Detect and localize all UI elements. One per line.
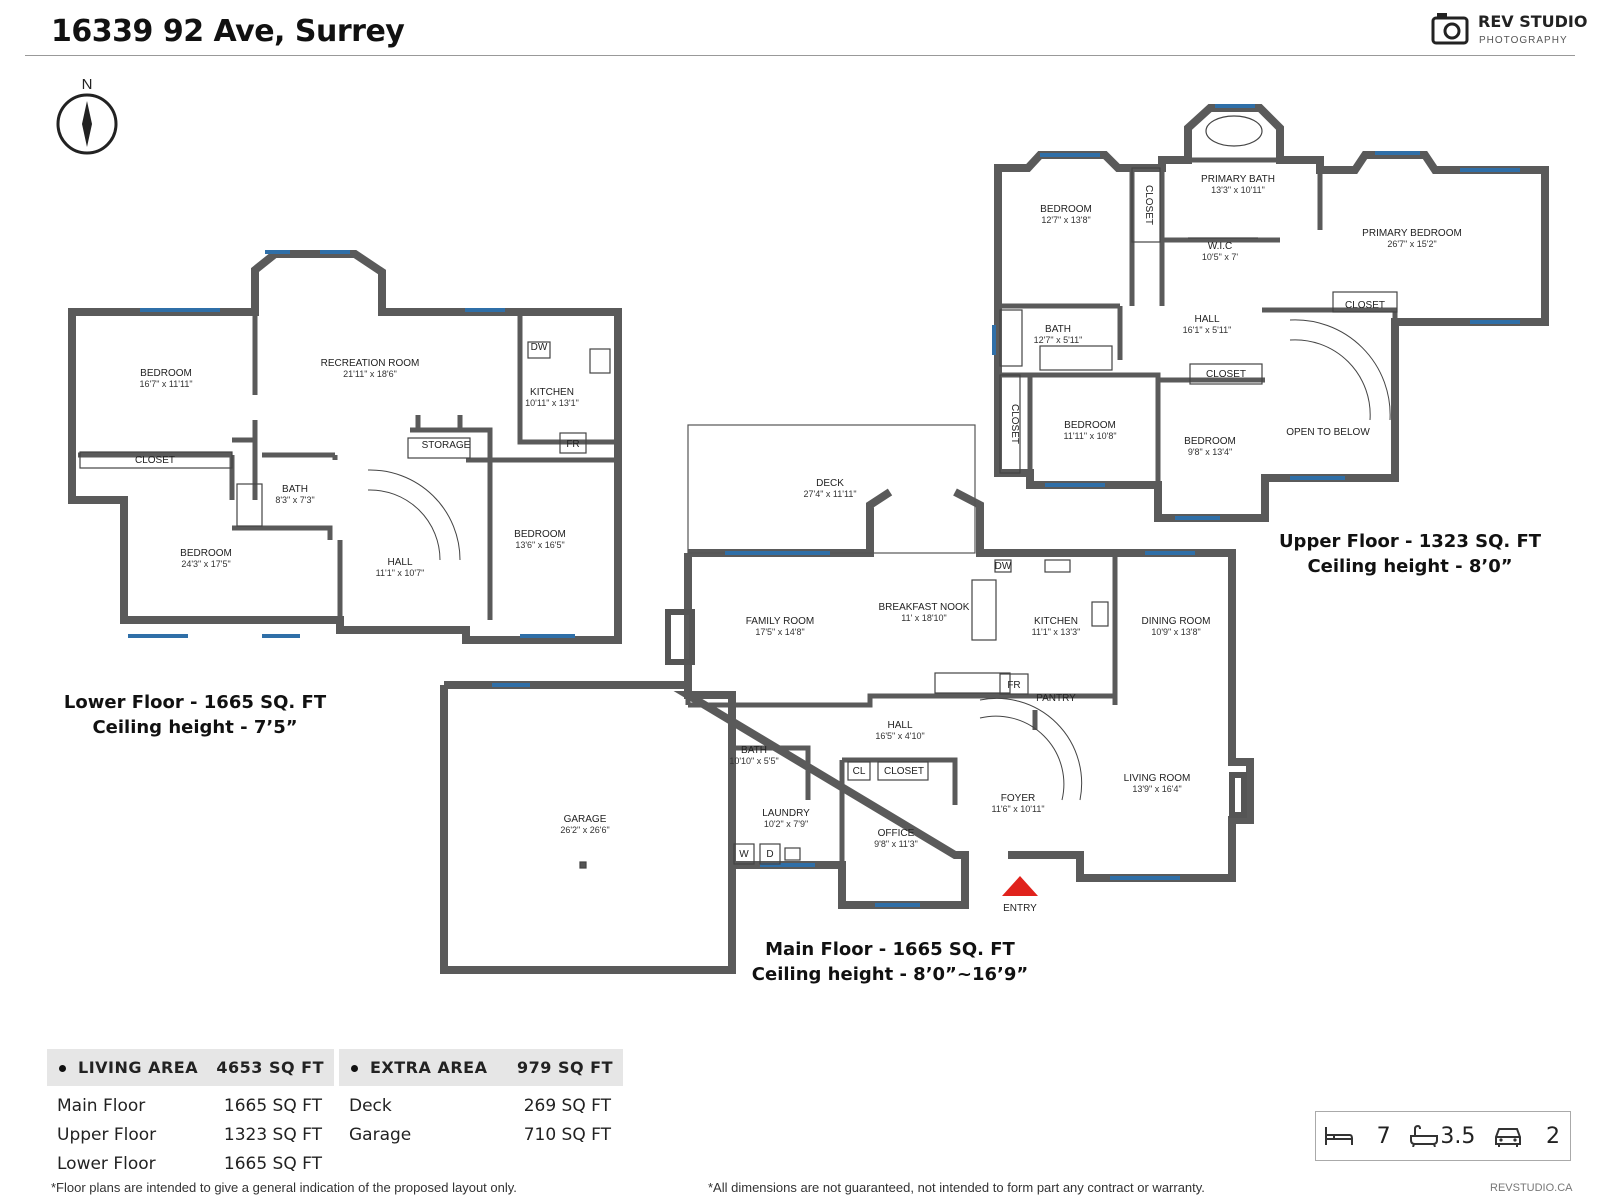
room-dimensions: 10'5" x 7'	[1201, 252, 1239, 262]
bathtub-icon	[1409, 1125, 1439, 1147]
room-label: STORAGE	[421, 440, 471, 451]
room-label: BATH	[282, 484, 308, 495]
room-label: BATH	[741, 745, 767, 756]
room-label: CLOSET	[134, 455, 176, 466]
garage-count: 2	[1546, 1123, 1561, 1149]
room-label: CLOSET	[1205, 369, 1247, 380]
room-label: BEDROOM	[140, 368, 192, 379]
table-row: Upper Floor 1323 SQ FT	[57, 1125, 322, 1145]
extra-area-title: EXTRA AREA	[370, 1058, 488, 1077]
room-label: BEDROOM	[1064, 420, 1116, 431]
extra-area-total: 979 SQ FT	[516, 1058, 613, 1077]
room-label: DINING ROOM	[1141, 616, 1211, 627]
room-dimensions: 16'7" x 11'11"	[139, 379, 193, 389]
main-floor-ceiling: Ceiling height - 8’0”~16’9”	[751, 964, 1029, 985]
upper-floor-ceiling: Ceiling height - 8’0”	[1307, 556, 1513, 577]
room-label: FAMILY ROOM	[745, 616, 815, 627]
room-label: BEDROOM	[514, 529, 566, 540]
main-floor-caption	[745, 937, 1035, 987]
room-label: CLOSET	[1009, 403, 1020, 445]
room-label: DW	[530, 342, 548, 353]
room-dimensions: 8'3" x 7'3"	[275, 495, 315, 505]
room-label: BREAKFAST NOOK	[878, 602, 970, 613]
room-label: BEDROOM	[1184, 436, 1236, 447]
room-dimensions: 13'3" x 10'11"	[1211, 185, 1265, 195]
room-dimensions: 13'6" x 16'5"	[515, 540, 565, 550]
room-label: KITCHEN	[530, 387, 574, 398]
lower-floor-area: Lower Floor - 1665 SQ. FT	[63, 692, 327, 713]
room-dimensions: 17'5" x 14'8"	[755, 627, 805, 637]
room-dimensions: 10'10" x 5'5"	[729, 756, 779, 766]
room-label: OPEN TO BELOW	[1286, 427, 1370, 438]
footer-note-left: *Floor plans are intended to give a general indication of the proposed layout only.	[51, 1180, 517, 1195]
compass-north-label: N	[81, 76, 93, 93]
room-label: W	[739, 849, 749, 860]
garage-stat	[1485, 1112, 1570, 1160]
room-label: BEDROOM	[180, 548, 232, 559]
upper-floor-caption	[1265, 529, 1555, 579]
room-dimensions: 11'1" x 10'7"	[375, 568, 425, 578]
website-label: REVSTUDIO.CA	[1490, 1182, 1573, 1194]
room-dimensions: 16'1" x 5'11"	[1182, 325, 1232, 335]
bedrooms-stat	[1316, 1112, 1401, 1160]
room-label: PRIMARY BEDROOM	[1362, 228, 1462, 239]
bullet-icon	[59, 1065, 66, 1072]
room-label: LIVING ROOM	[1123, 773, 1191, 784]
main-floor-area: Main Floor - 1665 SQ. FT	[765, 939, 1015, 960]
room-dimensions: 11' x 18'10"	[901, 613, 947, 623]
room-dimensions: 26'2" x 26'6"	[560, 825, 610, 835]
room-dimensions: 27'4" x 11'11"	[803, 489, 857, 499]
room-dimensions: 9'8" x 11'3"	[874, 839, 918, 849]
room-dimensions: 11'1" x 13'3"	[1031, 627, 1081, 637]
room-label: OFFICE	[877, 828, 915, 839]
room-dimensions: 10'11" x 13'1"	[525, 398, 579, 408]
room-label: FR	[1007, 680, 1021, 691]
compass-icon	[58, 76, 116, 153]
logo-name: REV STUDIO	[1478, 12, 1588, 31]
room-label: LAUNDRY	[762, 808, 810, 819]
living-area-title: LIVING AREA	[78, 1058, 199, 1077]
room-label: D	[766, 849, 774, 860]
room-dimensions: 9'8" x 13'4"	[1187, 447, 1233, 457]
room-dimensions: 10'9" x 13'8"	[1151, 627, 1201, 637]
footer-note-right: *All dimensions are not guaranteed, not intended to form part any contract or warranty.	[708, 1180, 1205, 1195]
room-label: CLOSET	[883, 766, 925, 777]
extra-area-header	[339, 1049, 623, 1086]
room-dimensions: 26'7" x 15'2"	[1387, 239, 1437, 249]
extra-area-table	[339, 1049, 623, 1150]
bed-icon	[1324, 1125, 1354, 1147]
bathrooms-count: 3.5	[1440, 1123, 1476, 1149]
logo-subtitle: PHOTOGRAPHY	[1479, 35, 1568, 46]
main-floor-plan	[444, 492, 1250, 970]
room-label: ENTRY	[1003, 903, 1037, 914]
room-label: DW	[994, 561, 1012, 572]
entry-marker-icon	[1002, 876, 1038, 896]
room-label: FR	[566, 439, 580, 450]
room-label: KITCHEN	[1034, 616, 1078, 627]
room-label: HALL	[1194, 314, 1220, 325]
room-dimensions: 11'6" x 10'11"	[991, 804, 1045, 814]
room-label: HALL	[887, 720, 913, 731]
room-label: RECREATION ROOM	[320, 358, 420, 369]
room-label: PANTRY	[1036, 693, 1076, 704]
room-label: FOYER	[1000, 793, 1036, 804]
room-label: BEDROOM	[1040, 204, 1092, 215]
page-title: 16339 92 Ave, Surrey	[51, 14, 405, 49]
room-label: CL	[852, 766, 866, 777]
living-area-header	[47, 1049, 334, 1086]
property-stats	[1315, 1111, 1571, 1161]
room-dimensions: 12'7" x 13'8"	[1041, 215, 1091, 225]
table-row: Lower Floor 1665 SQ FT	[57, 1154, 322, 1174]
bathrooms-stat	[1401, 1112, 1486, 1160]
room-dimensions: 24'3" x 17'5"	[181, 559, 231, 569]
living-area-total: 4653 SQ FT	[216, 1058, 324, 1077]
room-dimensions: 12'7" x 5'11"	[1033, 335, 1083, 345]
table-row: Garage 710 SQ FT	[349, 1125, 611, 1145]
room-dimensions: 11'11" x 10'8"	[1063, 431, 1117, 441]
bedrooms-count: 7	[1376, 1123, 1391, 1149]
room-dimensions: 21'11" x 18'6"	[343, 369, 397, 379]
room-label: CLOSET	[1344, 300, 1386, 311]
table-row: Main Floor 1665 SQ FT	[57, 1096, 322, 1116]
room-dimensions: 16'5" x 4'10"	[875, 731, 925, 741]
upper-floor-area: Upper Floor - 1323 SQ. FT	[1278, 531, 1542, 552]
lower-floor-ceiling: Ceiling height - 7’5”	[92, 717, 298, 738]
room-label: CLOSET	[1143, 184, 1154, 226]
lower-floor-caption	[55, 690, 335, 740]
room-label: DECK	[816, 478, 844, 489]
room-label: GARAGE	[563, 814, 607, 825]
living-area-table	[47, 1049, 334, 1179]
room-label: BATH	[1045, 324, 1071, 335]
room-dimensions: 10'2" x 7'9"	[763, 819, 809, 829]
car-icon	[1493, 1125, 1523, 1147]
room-label: HALL	[387, 557, 413, 568]
table-row: Deck 269 SQ FT	[349, 1096, 611, 1116]
room-label: W.I.C	[1207, 241, 1233, 252]
room-label: PRIMARY BATH	[1201, 174, 1275, 185]
bullet-icon	[351, 1065, 358, 1072]
room-dimensions: 13'9" x 16'4"	[1132, 784, 1182, 794]
